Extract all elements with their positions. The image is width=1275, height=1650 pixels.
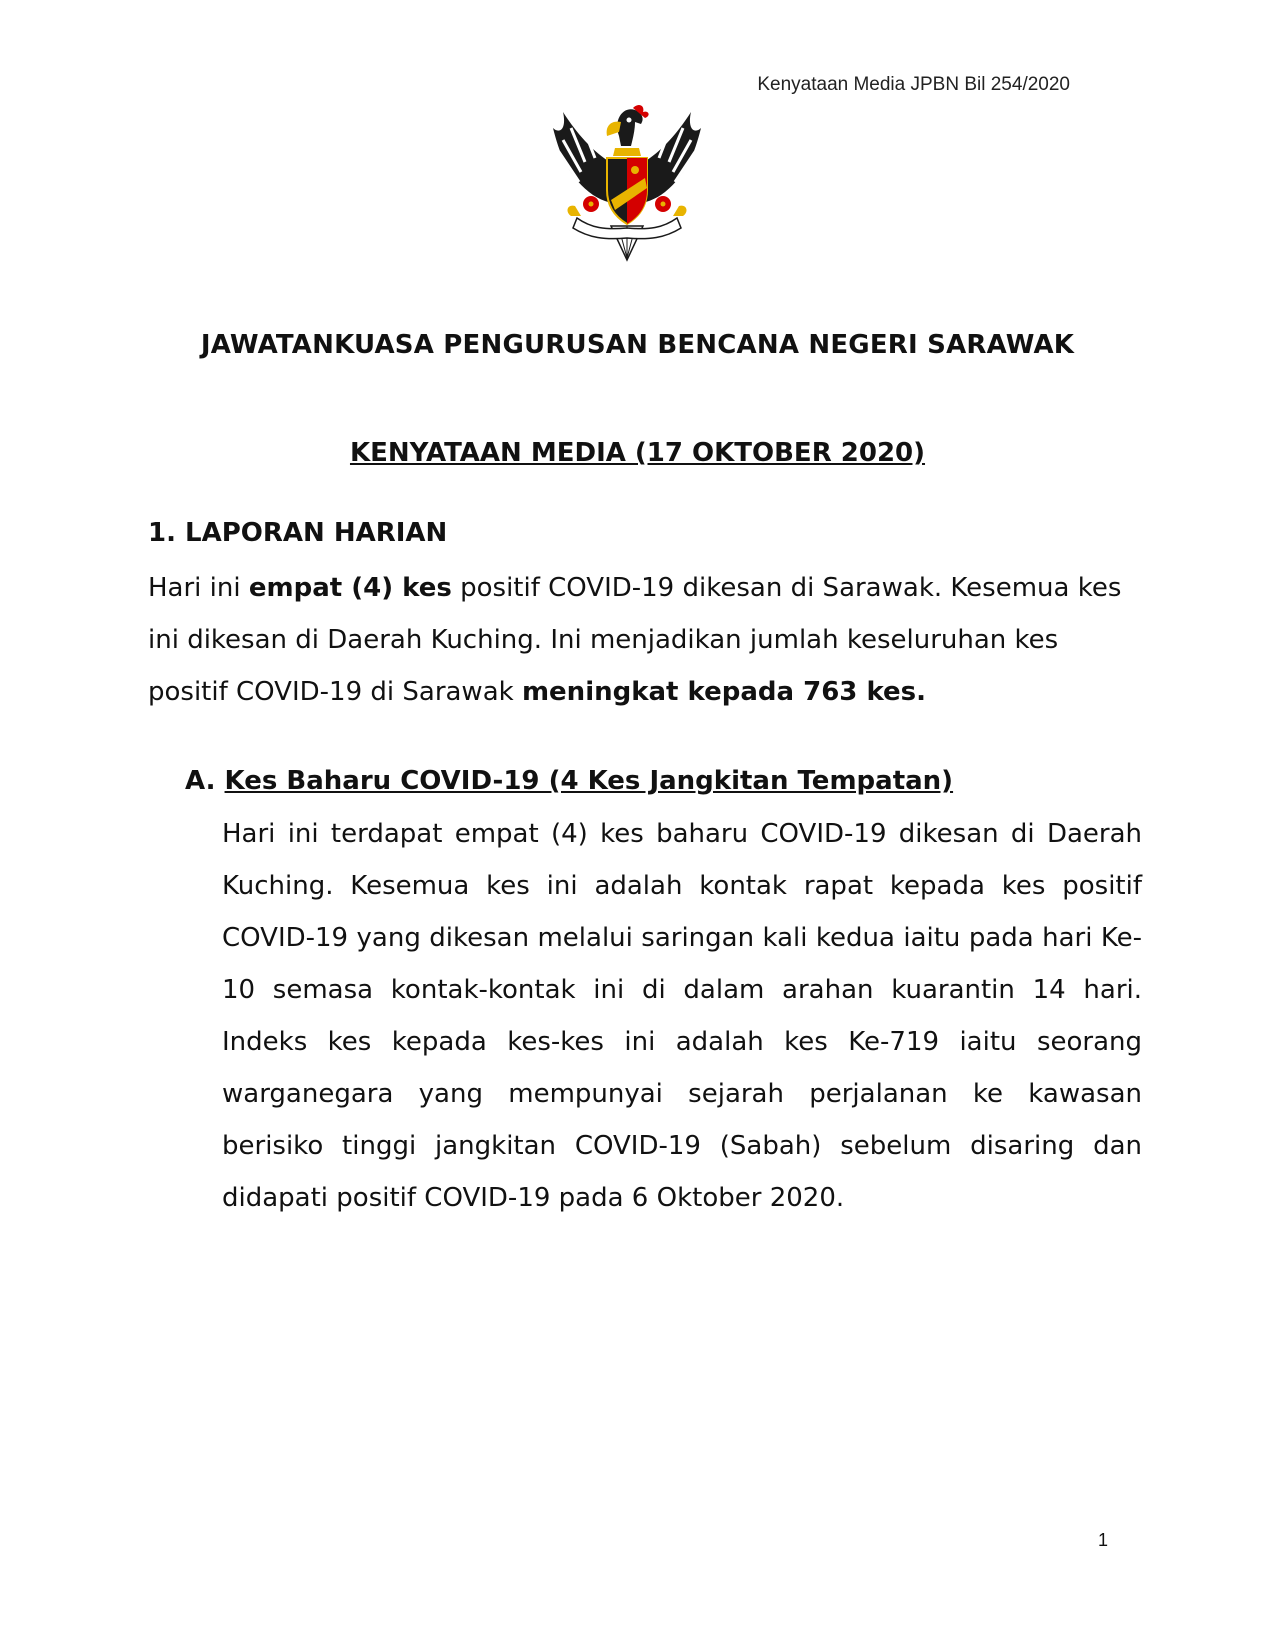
subsection-heading: [185, 766, 953, 796]
para1-text-c: positif COVID-19 dikesan di Sarawak. Kesemua kes ini dikesan di Daerah Kuching. Ini menjadikan jumlah keseluruhan kes positif COVID-19 di Sarawak: [148, 573, 1122, 707]
section-heading: 1. LAPORAN HARIAN: [148, 518, 448, 548]
sarawak-coat-of-arms-icon: [541, 100, 713, 272]
para1-emphasis-cases: empat (4) kes: [248, 573, 452, 603]
new-cases-paragraph: Hari ini terdapat empat (4) kes baharu COVID-19 dikesan di Daerah Kuching. Kesemua kes ini adalah kontak rapat kepada kes positif COVID-19 yang dikesan melalui saringan kali kedua iaitu pada hari Ke-10 semasa kontak-kontak ini di dalam arahan kuarantin 14 hari. Indeks kes kepada kes-kes ini adalah kes Ke-719 iaitu seorang warganegara yang mempunyai sejarah perjalanan ke kawasan berisiko tinggi jangkitan COVID-19 (Sabah) sebelum disaring dan didapati positif COVID-19 pada 6 Oktober 2020.: [222, 819, 1142, 1213]
daily-report-paragraph: [148, 562, 1128, 718]
page-number: 1: [1098, 1530, 1109, 1550]
para1-text-a: Hari ini: [148, 573, 249, 603]
subsection-title: Kes Baharu COVID-19 (4 Kes Jangkitan Tempatan): [224, 766, 954, 796]
document-reference: Kenyataan Media JPBN Bil 254/2020: [757, 74, 1070, 95]
subsection-letter: A.: [185, 766, 216, 796]
para1-emphasis-total: meningkat kepada 763 kes.: [521, 677, 927, 707]
statement-title: KENYATAAN MEDIA (17 OKTOBER 2020): [349, 438, 926, 468]
organization-title: JAWATANKUASA PENGURUSAN BENCANA NEGERI SARAWAK: [200, 330, 1075, 360]
